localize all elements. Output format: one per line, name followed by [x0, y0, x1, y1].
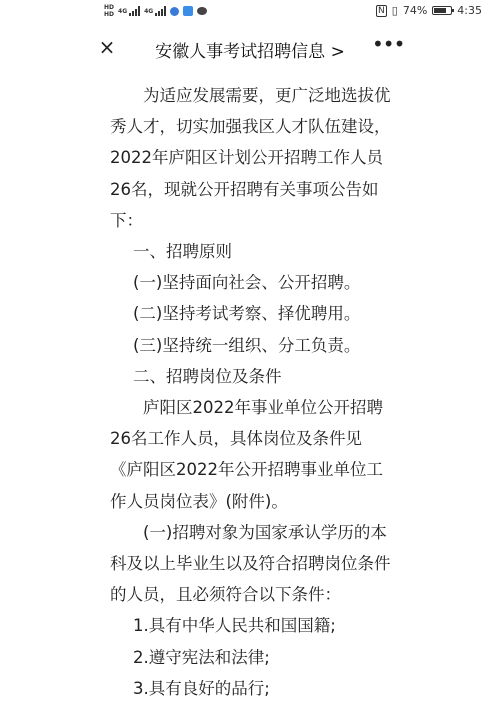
principle-item: (三)坚持统一组织、分工负责。 [133, 335, 361, 355]
principle-item: (二)坚持考试考察、择优聘用。 [133, 304, 361, 324]
article-body [110, 80, 392, 704]
condition-item: 3.具有良好的品行; [133, 678, 270, 698]
hd-indicator: HD HD [104, 4, 115, 18]
condition-item: 1.具有中华人民共和国国籍; [133, 616, 336, 636]
battery-percent: 74% [402, 4, 428, 17]
app-notification-icon-2 [183, 6, 193, 16]
battery-fill [434, 8, 446, 13]
body-paragraph: 庐阳区2022年事业单位公开招聘26名工作人员，具体岗位及条件见《庐阳区2022年公开招聘事业单位工作人员岗位表》(附件)。 [110, 398, 383, 511]
status-bar [0, 0, 500, 26]
more-options-icon[interactable]: ••• [372, 32, 405, 56]
close-icon[interactable]: × [98, 35, 116, 59]
section-heading: 一、招聘原则 [133, 242, 232, 262]
network-type-1: 4G [118, 7, 128, 15]
condition-item: 2.遵守宪法和法律; [133, 647, 270, 667]
clock: 4:35 [457, 4, 482, 17]
app-notification-icon [170, 7, 179, 16]
signal-icon-2 [155, 6, 166, 16]
network-type-2: 4G [144, 7, 154, 15]
page-title[interactable]: 安徽人事考试招聘信息 > [155, 42, 345, 62]
battery-icon [432, 6, 452, 15]
nfc-icon: N [378, 5, 385, 16]
vibrate-icon: ▯ [391, 4, 398, 17]
nav-bar [0, 26, 500, 70]
body-paragraph: (一)招聘对象为国家承认学历的本科及以上毕业生以及符合招聘岗位条件的人员，且必须符合以下条件： [110, 522, 391, 605]
message-bubble-icon [197, 7, 207, 15]
status-right [376, 4, 482, 17]
signal-icon [129, 6, 140, 16]
intro-paragraph: 为适应发展需要，更广泛地选拔优秀人才，切实加强我区人才队伍建设，2022年庐阳区计划公开招聘工作人员26名，现就公开招聘有关事项公告如下： [110, 86, 391, 230]
section-heading: 二、招聘岗位及条件 [133, 366, 282, 386]
status-left [104, 4, 207, 18]
principle-item: (一)坚持面向社会、公开招聘。 [133, 273, 361, 293]
